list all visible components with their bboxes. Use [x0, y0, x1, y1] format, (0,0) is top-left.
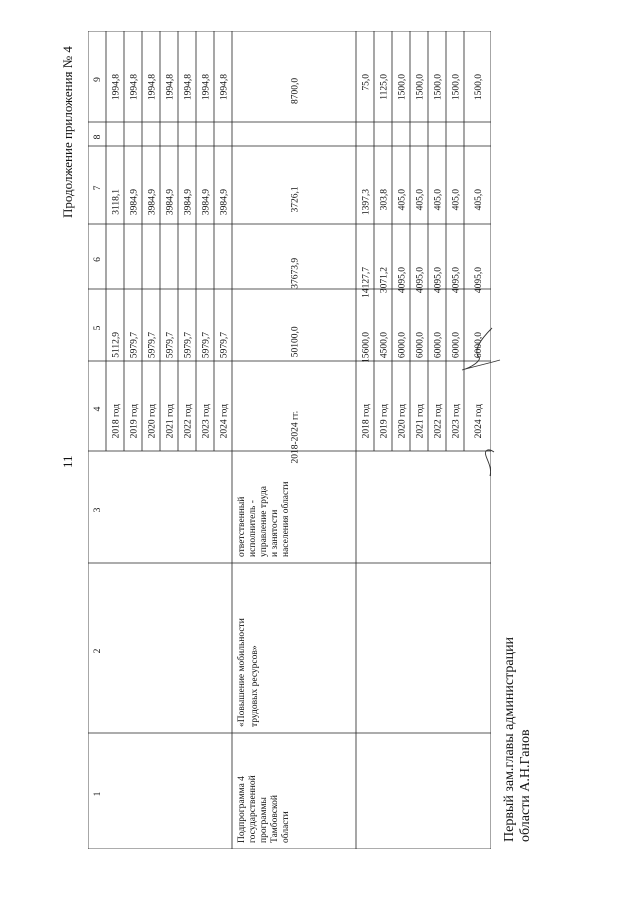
table-cell: 2018-2024 гг.: [290, 410, 301, 464]
table-cell: 2024 год: [219, 404, 230, 439]
subprogram-title: трудовых ресурсов»: [250, 645, 260, 727]
column-number: 3: [93, 507, 103, 513]
table-cell: 5979,7: [165, 332, 176, 359]
table-cell: 2019 год: [379, 404, 390, 439]
table-cell: 6000,0: [433, 332, 444, 359]
table-cell: 5112,9: [111, 332, 122, 358]
table-cell: 1994,8: [147, 74, 158, 101]
table-cell: 2021 год: [165, 404, 176, 439]
subprogram-executor: управление труда: [259, 486, 269, 557]
table-cell: 1500,0: [474, 74, 484, 101]
table-cell: 4500,0: [379, 332, 390, 359]
table-cell: 3118,1: [111, 189, 122, 215]
column-number: 4: [93, 406, 103, 412]
table-cell: 405,0: [397, 189, 408, 211]
table-cell: 2023 год: [201, 404, 212, 439]
column-number: 8: [93, 134, 103, 140]
table-cell: 1500,0: [433, 74, 444, 101]
table-cell: 4095,0: [474, 267, 484, 294]
table-cell: 1994,8: [165, 74, 176, 101]
table-cell: 3726,1: [290, 186, 301, 213]
table-cell: 3984,9: [201, 189, 212, 216]
table-cell: 4095,0: [415, 267, 426, 294]
table-cell: 15600,0: [361, 332, 372, 363]
page-number: 11: [60, 455, 75, 468]
table-cell: 6000,0: [415, 332, 426, 359]
table-cell: 14127,7: [361, 267, 372, 298]
table-cell: 2019 год: [129, 404, 140, 439]
table-cell: 1994,8: [129, 74, 140, 101]
table-cell: 75,0: [361, 74, 372, 91]
table-cell: 405,0: [451, 189, 462, 211]
table-cell: 3984,9: [147, 189, 158, 216]
column-number: 5: [93, 325, 103, 331]
subprogram-executor: исполнитель -: [248, 500, 258, 557]
table-cell: 1500,0: [415, 74, 426, 101]
table-cell: 3984,9: [129, 189, 140, 216]
table-cell: 5979,7: [183, 332, 194, 359]
table-cell: 2020 год: [397, 404, 408, 439]
table-cell: 303,8: [379, 189, 390, 211]
table-cell: 4095,0: [397, 267, 408, 294]
table-cell: 2020 год: [147, 404, 158, 439]
budget-table: [88, 31, 491, 849]
table-cell: 1397,3: [361, 189, 372, 216]
table-cell: 8700,0: [290, 77, 301, 104]
table-cell: 405,0: [474, 189, 484, 211]
table-cell: 5979,7: [147, 332, 158, 359]
table-cell: 3984,9: [219, 189, 230, 216]
column-number: 6: [93, 257, 103, 262]
table-cell: 37673,9: [290, 257, 301, 289]
table-cell: 1994,8: [201, 74, 212, 101]
table-cell: 3071,2: [379, 267, 390, 294]
table-cell: 2022 год: [183, 404, 194, 439]
table-cell: 405,0: [415, 189, 426, 211]
table-cell: 2018 год: [361, 404, 372, 439]
table-cell: 1500,0: [397, 74, 408, 101]
appendix-caption: Продолжение приложения № 4: [60, 46, 75, 218]
subprogram-executor: ответственный: [237, 496, 247, 557]
table-cell: 4095,0: [451, 267, 462, 294]
table-cell: 2022 год: [433, 404, 444, 439]
table-cell: 1994,8: [219, 74, 230, 101]
signature-name: области А.Н.Ганов: [518, 729, 533, 842]
table-cell: 405,0: [433, 189, 444, 211]
table-cell: 1994,8: [111, 74, 122, 101]
signature-title: Первый зам.главы администрации: [502, 636, 517, 842]
table-cell: 50100,0: [290, 326, 301, 358]
table-cell: 6000,0: [474, 332, 484, 359]
table-cell: 5979,7: [129, 332, 140, 359]
table-cell: 1500,0: [451, 74, 462, 101]
table-cell: 6000,0: [397, 332, 408, 359]
column-number: 9: [93, 77, 103, 82]
subprogram-name: Подпрограмма 4: [237, 776, 247, 843]
table-cell: 2024 год: [474, 404, 484, 439]
subprogram-name: Тамбовской: [270, 795, 280, 843]
column-number: 7: [93, 185, 103, 191]
table-cell: 3984,9: [183, 189, 194, 216]
table-cell: 5979,7: [219, 332, 230, 359]
subprogram-name: области: [281, 811, 291, 843]
table-cell: 2018 год: [111, 404, 122, 439]
subprogram-name: программы: [259, 797, 269, 843]
column-number: 2: [93, 648, 103, 654]
table-cell: 2021 год: [415, 404, 426, 439]
table-cell: 6000,0: [451, 332, 462, 359]
subprogram-name: государственной: [248, 775, 258, 843]
column-number: 1: [93, 791, 103, 797]
table-cell: 2023 год: [451, 404, 462, 439]
subprogram-executor: населения области: [281, 481, 291, 557]
table-cell: 4095,0: [433, 267, 444, 294]
subprogram-executor: и занятости: [270, 509, 280, 557]
table-cell: 3984,9: [165, 189, 176, 216]
table-cell: 1125,0: [379, 74, 390, 100]
subprogram-title: «Повышение мобильности: [237, 618, 247, 727]
table-cell: 1994,8: [183, 74, 194, 101]
table-cell: 5979,7: [201, 332, 212, 359]
